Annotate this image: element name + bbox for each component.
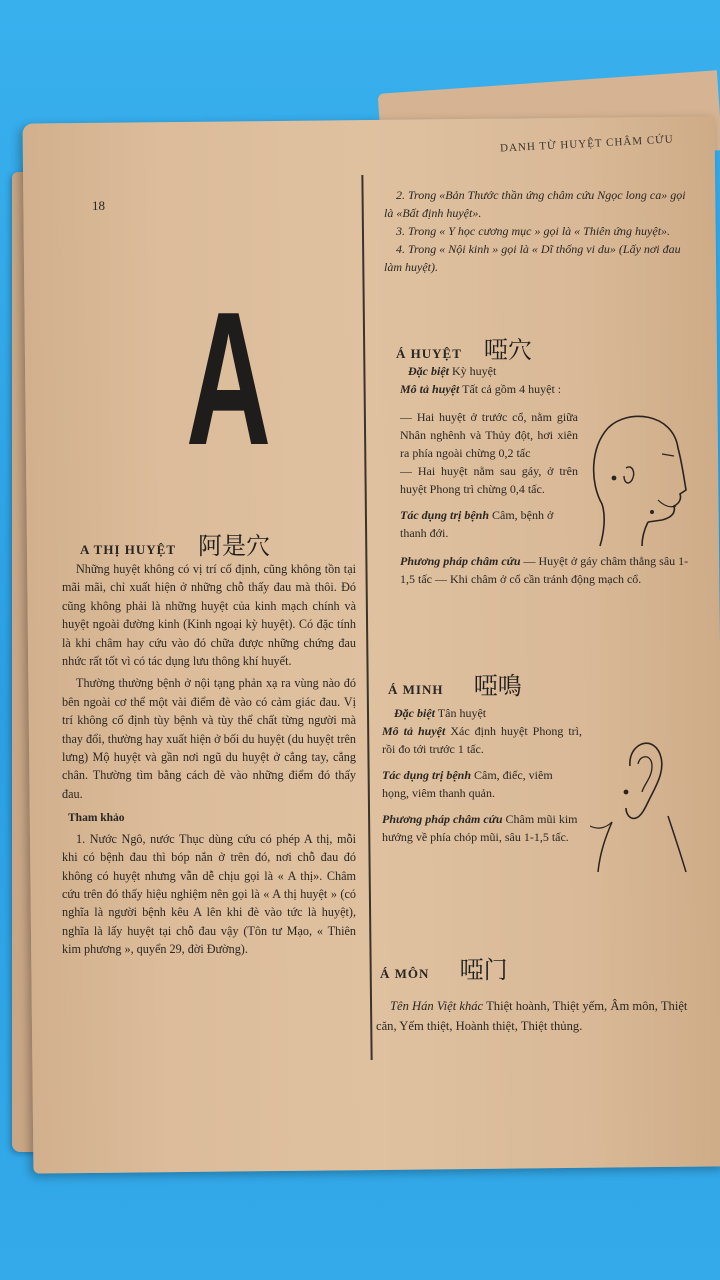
entry-hanzi: 啞门 xyxy=(459,956,508,984)
entry-title-text: Á MÔN xyxy=(380,966,430,981)
field-value: Thiệt hoành, Thiệt yếm, Âm môn, Thiệt căn, Yếm thiệt, Hoành thiệt, Thiệt thủng. xyxy=(376,999,688,1033)
field-label: Mô tả huyệt xyxy=(400,382,460,396)
running-header: DANH TỪ HUYỆT CHÂM CỨU xyxy=(499,133,674,155)
paragraph: Thường thường bệnh ở nội tạng phản xạ ra vùng nào đó bên ngoài cơ thể một vài điểm đè vào có cảm giác đau. Vị trí không cố định tùy bệnh và tùy thể chất từng người mà thay đổi, thường hay xuất hiện ở bối du huyệt (du huyệt trên lưng) Mộ huyệt và gần nơi ngũ du huyệt ở cẳng tay, cẳng chân. Thường tìm bằng cách đè vào những điểm đó thấy đau. xyxy=(62,676,356,801)
reference-item: 2. Trong «Bản Thước thần ứng châm cứu Ngọc long ca» gọi là «Bất định huyệt». xyxy=(384,188,686,220)
ear-illustration xyxy=(590,726,700,876)
field-value: Tất cả gồm 4 huyệt : xyxy=(462,382,562,396)
reference-heading: Tham khảo xyxy=(68,812,125,825)
entry-body-a-mon xyxy=(376,996,706,1036)
paragraph: Những huyệt không có vị trí cố định, cũng không tồn tại mãi mãi, chỉ xuất hiện ở những chỗ thấy đau mà thôi. Đó cũng không phải là những huyệt của kinh mạch chính và huyệt ngoài đường kinh (Kinh ngoại kỳ huyệt). Có đặc tính là khi châm hay cứu vào đó chữa được những chứng đau nhức rất tốt vì có tác dụng lưu thông khí huyết. xyxy=(62,562,356,669)
field-label: Mô tả huyệt xyxy=(382,724,446,738)
field-label: Phương pháp châm cứu xyxy=(400,554,521,568)
field-label: Đặc biệt xyxy=(408,364,449,378)
entry-title-a-minh xyxy=(388,666,522,701)
references-continued xyxy=(384,186,690,276)
entry-title-a-thi-huyet xyxy=(80,526,270,561)
field-value: Câm, bệnh ở thanh đới. xyxy=(400,508,554,540)
entry-title-a-huyet xyxy=(396,330,532,365)
field-value: — Huyệt ở gáy châm thẳng sâu 1-1,5 tấc — Khi châm ở cổ cần tránh động mạch cổ. xyxy=(400,554,689,586)
field-value: Câm, điếc, viêm họng, viêm thanh quản. xyxy=(382,768,553,800)
field-label: Đặc biệt xyxy=(394,706,435,720)
entry-body-a-minh xyxy=(382,704,582,846)
field-value: Châm mũi kim hướng về phía chóp mũi, sâu 1-1,5 tấc. xyxy=(382,812,578,844)
bullet-item: — Hai huyệt nằm sau gáy, ở trên huyệt Phong trì chừng 0,4 tấc. xyxy=(400,464,578,496)
field-value: Xác định huyệt Phong trì, rồi đo tới trước 1 tấc. xyxy=(382,724,582,756)
field-label: Tên Hán Việt khác xyxy=(390,999,484,1013)
reference-item: 3. Trong « Y học cương mục » gọi là « Thiên ứng huyệt». xyxy=(396,224,671,238)
section-letter: A xyxy=(186,273,272,485)
entry-title-text: A THỊ HUYỆT xyxy=(80,542,176,557)
field-value: Kỳ huyệt xyxy=(452,364,497,378)
reference-item: 1. Nước Ngô, nước Thục dùng cứu có phép A thị, mỗi khi có bệnh đau thì bóp nắn ở trên đó, nơi chỗ đau đó không có huyệt nhưng vẫn dễ chịu gọi là « A thị». Châm cứu trên đó thấy hiệu nghiệm nên gọi là « A thị huyệt » (có nghĩa là người bệnh kêu A lên khi đè vào tức là huyệt), nghĩa là lấy huyệt tại chỗ đau vậy (Tôn tư Mạo, « Thiên kim phương », quyển 29, đời Đường). xyxy=(62,831,356,957)
entry-hanzi: 啞鳴 xyxy=(473,672,522,700)
entry-hanzi: 啞穴 xyxy=(483,336,532,364)
entry-title-text: Á MINH xyxy=(388,682,444,697)
field-label: Tác dụng trị bệnh xyxy=(400,508,490,522)
entry-title-a-mon xyxy=(380,950,508,985)
field-label: Tác dụng trị bệnh xyxy=(382,768,472,782)
field-label: Phương pháp châm cứu xyxy=(382,812,503,826)
field-value: Tân huyệt xyxy=(437,706,487,720)
bullet-item: — Hai huyệt ở trước cổ, nằm giữa Nhân nghênh và Thủy đột, hơi xiên ra phía ngoài chừng 0,2 tấc xyxy=(400,410,578,460)
page-number: 18 xyxy=(92,198,105,213)
reference-item: 4. Trong « Nội kinh » gọi là « Dĩ thống vi du» (Lấy nơi đau làm huyệt). xyxy=(384,242,681,274)
entry-body-a-thi-huyet xyxy=(62,560,356,963)
head-profile-illustration xyxy=(578,408,696,548)
entry-hanzi: 阿是穴 xyxy=(198,532,271,560)
entry-title-text: Á HUYỆT xyxy=(396,346,462,361)
